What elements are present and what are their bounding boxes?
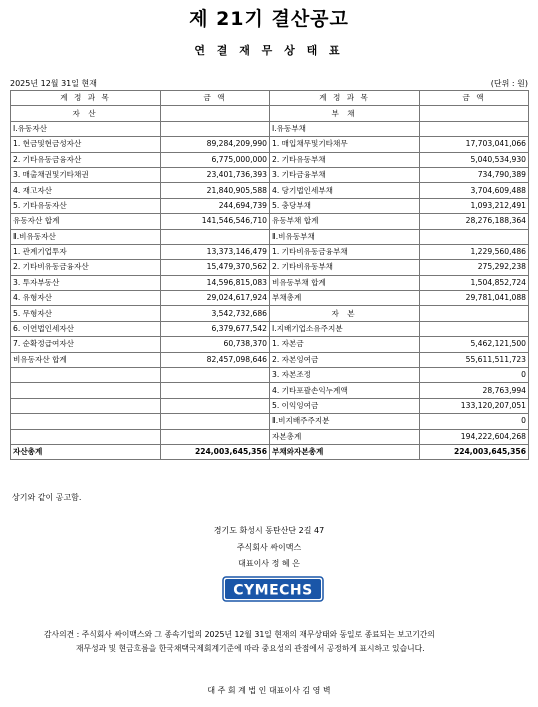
left-amount-cell: 224,003,645,356	[161, 444, 270, 459]
company-name: 주식회사 싸이맥스	[236, 543, 302, 552]
right-account-cell: 부채와자본총계	[270, 444, 420, 459]
left-amount-cell: 6,775,000,000	[161, 152, 270, 167]
table-row	[11, 398, 529, 413]
table-row	[11, 337, 529, 352]
right-amount-cell: 0	[420, 414, 529, 429]
right-amount-cell: 3,704,609,488	[420, 183, 529, 198]
left-amount-cell	[161, 229, 270, 244]
right-amount-cell: 734,790,389	[420, 167, 529, 182]
right-account-cell: 1. 자본금	[270, 337, 420, 352]
left-account-cell: 2. 기타유동금융자산	[11, 152, 161, 167]
left-account-cell: 5. 기타유동자산	[11, 198, 161, 213]
page-title: 제 21기 결산공고	[189, 8, 349, 30]
left-amount-cell: 89,284,209,990	[161, 137, 270, 152]
right-amount-cell: 28,276,188,364	[420, 214, 529, 229]
left-amount-cell: 14,596,815,083	[161, 275, 270, 290]
left-account-cell: 6. 이연법인세자산	[11, 321, 161, 336]
left-amount-cell	[161, 398, 270, 413]
company-address: 경기도 화성시 동탄산단 2길 47	[213, 526, 325, 535]
left-account-cell	[11, 383, 161, 398]
left-account-cell: 4. 재고자산	[11, 183, 161, 198]
left-amount-cell: 21,840,905,588	[161, 183, 270, 198]
left-amount-cell	[161, 414, 270, 429]
table-row	[11, 383, 529, 398]
left-account-cell: 4. 유형자산	[11, 291, 161, 306]
right-amount-cell: 55,611,511,723	[420, 352, 529, 367]
date-bar	[10, 78, 528, 89]
left-amount-cell	[161, 429, 270, 444]
left-amount-cell: 60,738,370	[161, 337, 270, 352]
unit-label: (단위 : 원)	[490, 79, 528, 88]
left-account-cell: 7. 순확정급여자산	[11, 337, 161, 352]
balance-sheet-table	[10, 90, 529, 460]
header-amount-left: 금 액	[161, 91, 270, 106]
table-row	[11, 214, 529, 229]
left-amount-cell: 29,024,617,924	[161, 291, 270, 306]
table-row	[11, 198, 529, 213]
right-amount-cell	[420, 321, 529, 336]
left-amount-cell	[161, 368, 270, 383]
right-account-cell: 자본총계	[270, 429, 420, 444]
left-amount-cell: 15,479,370,562	[161, 260, 270, 275]
ceo-name: 대표이사 정 혜 은	[238, 559, 300, 568]
left-amount-cell: 244,694,739	[161, 198, 270, 213]
right-amount-cell: 28,763,994	[420, 383, 529, 398]
table-row	[11, 444, 529, 459]
left-amount-cell: 3,542,732,686	[161, 306, 270, 321]
section-header-row	[11, 106, 529, 121]
left-account-cell: 3. 매출채권및기타채권	[11, 167, 161, 182]
header-account-left: 계 정 과 목	[11, 91, 161, 106]
right-amount-cell: 0	[420, 368, 529, 383]
right-amount-cell: 17,703,041,066	[420, 137, 529, 152]
company-logo	[222, 576, 324, 602]
right-account-cell: 2. 기타비유동부채	[270, 260, 420, 275]
left-amount-cell: 6,379,677,542	[161, 321, 270, 336]
table-row	[11, 183, 529, 198]
right-amount-cell	[420, 229, 529, 244]
right-amount-cell	[420, 121, 529, 136]
section-equity: 자 본	[270, 306, 420, 321]
left-amount-cell: 13,373,146,479	[161, 244, 270, 259]
left-account-cell: 3. 투자부동산	[11, 275, 161, 290]
left-account-cell: 자산총계	[11, 444, 161, 459]
table-row	[11, 167, 529, 182]
right-account-cell: 3. 기타금융부채	[270, 167, 420, 182]
right-account-cell: Ⅰ.지배기업소유주지분	[270, 321, 420, 336]
left-account-cell: 2. 기타비유동금융자산	[11, 260, 161, 275]
left-account-cell	[11, 368, 161, 383]
left-account-cell	[11, 398, 161, 413]
right-account-cell: 2. 기타유동부채	[270, 152, 420, 167]
left-amount-cell: 82,457,098,646	[161, 352, 270, 367]
right-account-cell: 5. 이익잉여금	[270, 398, 420, 413]
right-amount-cell: 275,292,238	[420, 260, 529, 275]
logo-text: CYMECHS	[233, 582, 313, 599]
left-account-cell: Ⅱ.비유동자산	[11, 229, 161, 244]
left-account-cell	[11, 429, 161, 444]
left-account-cell: Ⅰ.유동자산	[11, 121, 161, 136]
statement-title: 연 결 재 무 상 태 표	[194, 44, 344, 57]
right-account-cell: 1. 매입채무및기타채무	[270, 137, 420, 152]
auditor-signature: 대 주 회 계 법 인 대표이사 김 영 벽	[207, 686, 331, 695]
right-account-cell: 5. 충당부채	[270, 198, 420, 213]
table-row	[11, 429, 529, 444]
left-account-cell	[11, 414, 161, 429]
right-amount-cell: 194,222,604,268	[420, 429, 529, 444]
section-liabilities: 부 채	[270, 106, 420, 121]
right-account-cell: 부채총계	[270, 291, 420, 306]
table-row	[11, 291, 529, 306]
right-account-cell: 2. 자본잉여금	[270, 352, 420, 367]
right-account-cell: Ⅱ.비지배주주지분	[270, 414, 420, 429]
right-amount-cell: 5,040,534,930	[420, 152, 529, 167]
table-row	[11, 260, 529, 275]
right-account-cell: 1. 기타비유동금융부채	[270, 244, 420, 259]
left-amount-cell: 141,546,546,710	[161, 214, 270, 229]
statement-date: 2025년 12월 31일 현재	[10, 79, 97, 88]
audit-opinion-line-1: 감사의견 : 주식회사 싸이맥스와 그 종속기업의 2025년 12월 31일 현재의 재무상태와 동일로 종료되는 보고기간의	[44, 630, 435, 639]
table-row	[11, 275, 529, 290]
table-row	[11, 152, 529, 167]
left-account-cell: 1. 현금및현금성자산	[11, 137, 161, 152]
section-assets: 자 산	[11, 106, 161, 121]
right-amount-cell: 1,504,852,724	[420, 275, 529, 290]
header-amount-right: 금 액	[420, 91, 529, 106]
right-account-cell: Ⅱ.비유동부채	[270, 229, 420, 244]
left-account-cell: 5. 무형자산	[11, 306, 161, 321]
left-amount-cell: 23,401,736,393	[161, 167, 270, 182]
left-account-cell: 1. 관계기업투자	[11, 244, 161, 259]
right-account-cell: 4. 기타포괄손익누계액	[270, 383, 420, 398]
table-header-row	[11, 91, 529, 106]
right-account-cell: 3. 자본조정	[270, 368, 420, 383]
left-amount-cell	[161, 383, 270, 398]
table-row	[11, 229, 529, 244]
right-amount-cell: 133,120,207,051	[420, 398, 529, 413]
left-account-cell: 비유동자산 합계	[11, 352, 161, 367]
table-row	[11, 414, 529, 429]
table-row	[11, 244, 529, 259]
right-amount-cell: 5,462,121,500	[420, 337, 529, 352]
right-account-cell: 유동부채 합계	[270, 214, 420, 229]
right-account-cell: Ⅰ.유동부채	[270, 121, 420, 136]
left-account-cell: 유동자산 합계	[11, 214, 161, 229]
right-account-cell: 비유동부채 합계	[270, 275, 420, 290]
left-amount-cell	[161, 121, 270, 136]
table-row	[11, 137, 529, 152]
closing-text: 상기와 같이 공고함.	[12, 493, 82, 502]
right-amount-cell	[420, 306, 529, 321]
right-amount-cell: 1,093,212,491	[420, 198, 529, 213]
right-amount-cell: 1,229,560,486	[420, 244, 529, 259]
table-row	[11, 306, 529, 321]
right-amount-cell: 29,781,041,088	[420, 291, 529, 306]
table-row	[11, 321, 529, 336]
right-amount-cell: 224,003,645,356	[420, 444, 529, 459]
table-row	[11, 352, 529, 367]
table-row	[11, 121, 529, 136]
table-row	[11, 368, 529, 383]
audit-opinion	[44, 628, 514, 656]
header-account-right: 계 정 과 목	[270, 91, 420, 106]
audit-opinion-line-2: 재무성과 및 현금흐름을 한국채택국제회계기준에 따라 중요성의 관점에서 공정하게 표시하고 있습니다.	[76, 644, 425, 653]
right-account-cell: 4. 당기법인세부채	[270, 183, 420, 198]
